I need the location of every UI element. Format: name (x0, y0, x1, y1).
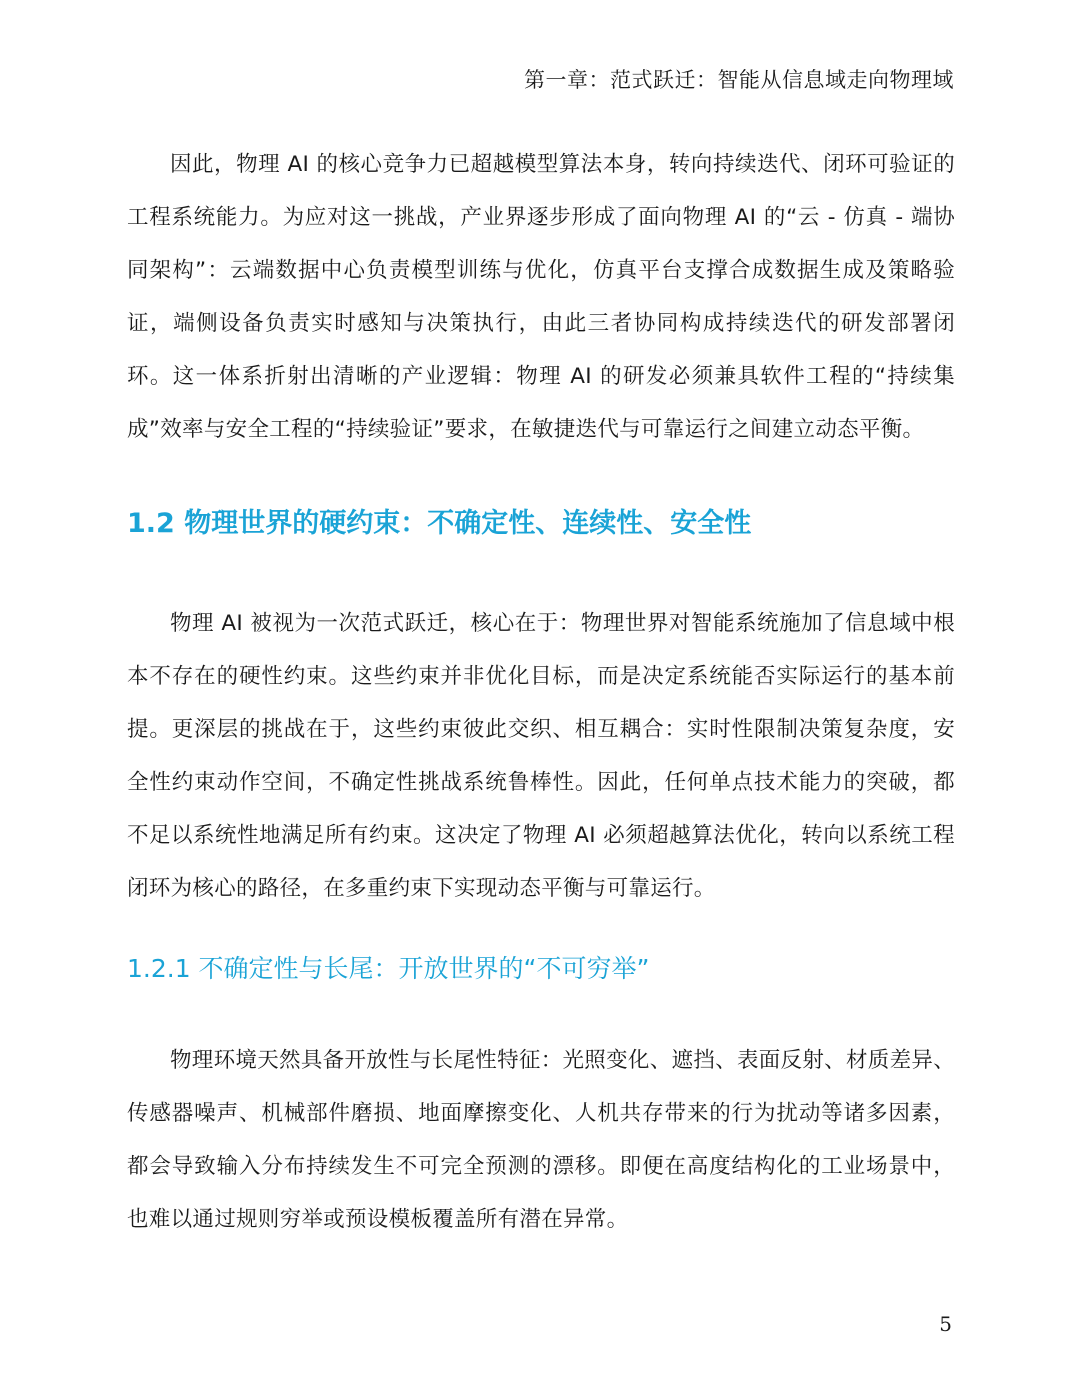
section-1-2-heading: 1.2 物理世界的硬约束：不确定性、连续性、安全性 (127, 508, 752, 539)
running-header-chapter-title: 第一章：范式跃迁：智能从信息域走向物理域 (524, 68, 954, 92)
section-1-2-1-paragraph: 物理环境天然具备开放性与长尾性特征：光照变化、遮挡、表面反射、材质差异、传感器噪声、机械部件磨损、地面摩擦变化、人机共存带来的行为扰动等诸多因素，都会导致输入分布持续发生不可完全预测的漂移。即便在高度结构化的工业场景中，也难以通过规则穷举或预设模板覆盖所有潜在异常。 (127, 1048, 955, 1232)
section-1-2-paragraph: 物理 AI 被视为一次范式跃迁，核心在于：物理世界对智能系统施加了信息域中根本不存在的硬性约束。这些约束并非优化目标，而是决定系统能否实际运行的基本前提。更深层的挑战在于，这些约束彼此交织、相互耦合：实时性限制决策复杂度，安全性约束动作空间，不确定性挑战系统鲁棒性。因此，任何单点技术能力的突破，都不足以系统性地满足所有约束。这决定了物理 AI 必须超越算法优化，转向以系统工程闭环为核心的路径，在多重约束下实现动态平衡与可靠运行。 (127, 611, 955, 901)
intro-paragraph: 因此，物理 AI 的核心竞争力已超越模型算法本身，转向持续迭代、闭环可验证的工程系统能力。为应对这一挑战，产业界逐步形成了面向物理 AI 的“云 - 仿真 - 端协同架构”：云端数据中心负责模型训练与优化，仿真平台支撑合成数据生成及策略验证，端侧设备负责实时感知与决策执行，由此三者协同构成持续迭代的研发部署闭环。这一体系折射出清晰的产业逻辑：物理 AI 的研发必须兼具软件工程的“持续集成”效率与安全工程的“持续验证”要求，在敏捷迭代与可靠运行之间建立动态平衡。 (127, 152, 955, 442)
document-body (127, 138, 955, 1246)
section-1-2-1-heading: 1.2.1 不确定性与长尾：开放世界的“不可穷举” (127, 954, 650, 983)
page-number: 5 (939, 1312, 952, 1336)
